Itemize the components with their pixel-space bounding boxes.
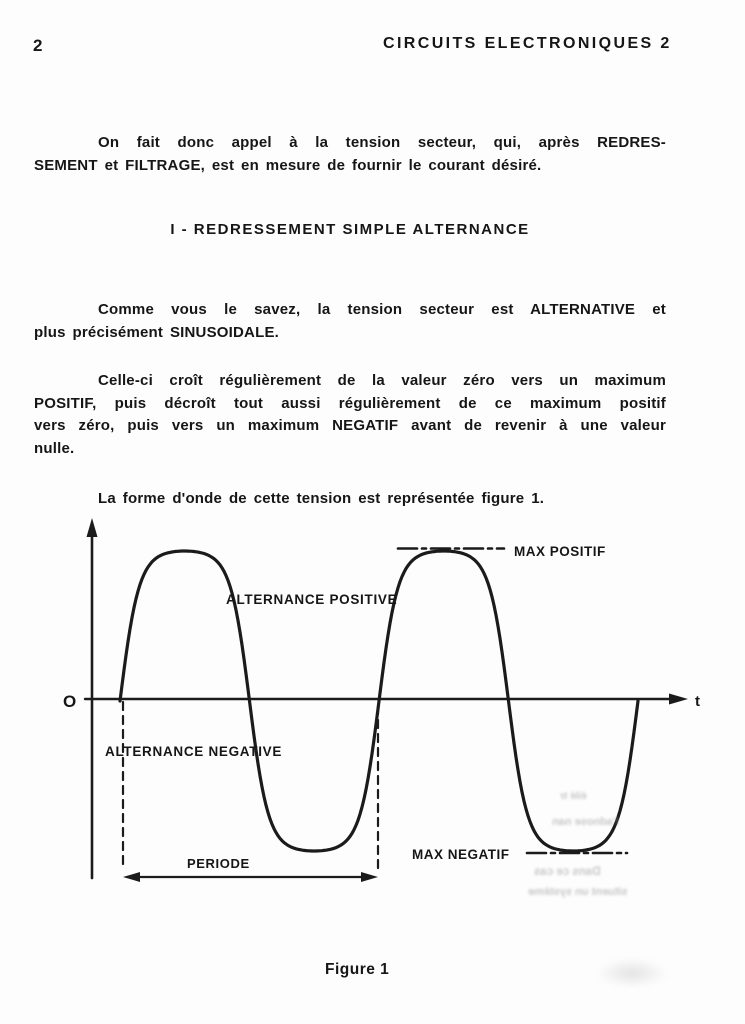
scan-smudge	[596, 958, 668, 988]
text-line: nulle.	[34, 439, 75, 457]
x-axis-arrowhead-icon	[669, 694, 688, 705]
period-arrow-right-head-icon	[361, 872, 378, 882]
figure-caption: Figure 1	[325, 961, 390, 978]
period-arrow-left-head-icon	[123, 872, 140, 882]
bleedthrough-text: situent un système	[528, 886, 628, 898]
bleedthrough-text: éilé tr	[560, 791, 587, 802]
text-line: Celle-ci croît régulièrement de la valeur zéro vers un maximum	[98, 372, 666, 389]
time-axis-label: t	[695, 693, 700, 710]
paragraph-2	[34, 299, 666, 344]
sine-wave	[120, 551, 638, 851]
bleedthrough-text: l'adnose nan	[552, 816, 619, 828]
header-title: CIRCUITS ELECTRONIQUES 2	[383, 35, 672, 52]
page-number: 2	[33, 36, 43, 55]
text-line: plus précisément SINUSOIDALE.	[34, 323, 280, 341]
section-heading: I - REDRESSEMENT SIMPLE ALTERNANCE	[170, 221, 530, 238]
bleedthrough-text: Dans ce cas	[534, 866, 601, 878]
text-line: POSITIF, puis décroît tout aussi régulièrement de ce maximum positif	[34, 394, 666, 412]
paragraph-3	[34, 370, 666, 460]
text-line: SEMENT et FILTRAGE, est en mesure de fournir le courant désiré.	[34, 156, 542, 174]
text-line: Comme vous le savez, la tension secteur est ALTERNATIVE et	[98, 301, 666, 318]
alternance-positive-label: ALTERNANCE POSITIVE	[226, 592, 398, 607]
paragraph-1	[34, 132, 666, 177]
alternance-negative-label: ALTERNANCE NEGATIVE	[105, 744, 283, 759]
max-positif-label: MAX POSITIF	[514, 544, 606, 559]
periode-label: PERIODE	[187, 856, 250, 871]
text-line: La forme d'onde de cette tension est représentée figure 1.	[98, 490, 545, 507]
max-negatif-label: MAX NEGATIF	[412, 847, 510, 862]
paragraph-4	[34, 488, 666, 511]
text-line: On fait donc appel à la tension secteur, qui, après REDRES-	[98, 134, 666, 151]
origin-label: O	[63, 692, 77, 711]
text-line: vers zéro, puis vers un maximum NEGATIF avant de revenir à une valeur	[34, 417, 666, 434]
y-axis-arrowhead-icon	[87, 518, 98, 537]
